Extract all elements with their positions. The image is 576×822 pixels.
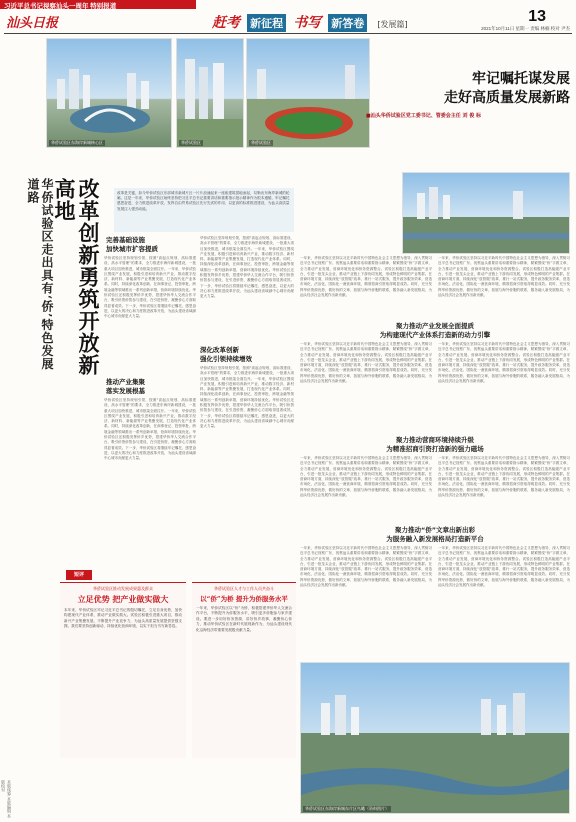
commentary-1-kicker: 华侨试验区推动发展成果惠及群众 (93, 586, 153, 591)
feature-headline: 改革创新勇筑开放新高地 (52, 178, 101, 376)
photo-caption: 华侨试验区 (251, 140, 271, 145)
panorama-illustration (301, 663, 570, 814)
commentary-badge: 短评 (66, 570, 92, 580)
photo-caption: 华侨试验区东海岸新城核心区 (51, 140, 103, 145)
page-number: 13 (528, 8, 546, 25)
series-box-a: 新征程 (247, 14, 286, 32)
feature-subhead-1: 完善基础设施 加快城市扩容提质 (106, 236, 158, 253)
photo-towers (176, 38, 244, 148)
main-body-col-1: 一年来，华侨试验区坚持以习近平新时代中国特色社会主义思想为指导，深入贯彻习近平总书记视察广东、视察汕头重要讲话和重要指示精神，紧紧围绕“侨”字做文章，全力推动产业发展、营商环境优化和侨务资源整合。试验区积极打造高能级产业平台，引进一批龙头企业，推动产业链上下游协同发展，形成特色鲜明的产业集群。在营商环境方面，持续深化“放管服”改革，推行一站式服务，提升政务服务效率，营造市场化、法治化、国际化一流营商环境，精准招商引资取得明显成效。同时，充分发挥华侨资源优势，做好侨的文章，拓展与海外侨胞的联系，服务融入新发展格局，为汕头经济社会发展作出新贡献。 (300, 256, 432, 298)
section-heading-2: 聚力推动营商环境持续升级 为精准招商引资打造新的强力磁场 (386, 436, 484, 453)
commentary-1-title: 立足优势 把产业做实做大 (77, 594, 169, 604)
series-headline (212, 12, 482, 31)
special-report-banner: 习近平总书记视察汕头一周年 特别报道 (0, 0, 196, 9)
city-skyline-illustration (47, 39, 172, 148)
photo-east-coast-panorama (300, 662, 570, 814)
photo-east-coast-aerial (402, 172, 570, 254)
series-box-b: 新答卷 (328, 14, 367, 32)
section-heading-1: 聚力推动产业发展全面提质 为构建现代产业体系打造新的动力引擎 (379, 322, 491, 339)
commentary-2-kicker: 华侨试验区人才与工作人员共奋斗 (214, 586, 274, 591)
towers-illustration (177, 39, 244, 148)
feature-lead: 改革是关键，如今华侨试验区东部城市新城片区一片片浪涌起来一座座建筑拔地而起，勾勒出东海岸新城的轮廓。这是一年来，华侨试验区始终坚持把习近平总书记重要讲话和重要指示批示精神作为根本遵循，牢记嘱托感恩奋进，全力推进改革开放，发挥自由贸易试验区先行先试的作用，以更高的标准推进建设，为汕头高质量发展注入强劲动能。 (114, 188, 294, 232)
series-text-b: 书写 (293, 15, 322, 31)
commentary-2 (192, 582, 296, 758)
main-body-col-3: 一年来，华侨试验区坚持以习近平新时代中国特色社会主义思想为指导，深入贯彻习近平总书记视察广东、视察汕头重要讲话和重要指示精神，紧紧围绕“侨”字做文章，全力推动产业发展、营商环境优化和侨务资源整合。试验区积极打造高能级产业平台，引进一批龙头企业，推动产业链上下游协同发展，形成特色鲜明的产业集群。在营商环境方面，持续深化“放管服”改革，推行一站式服务，提升政务服务效率，营造市场化、法治化、国际化一流营商环境，精准招商引资取得明显成效。同时，充分发挥华侨资源优势，做好侨的文章，拓展与海外侨胞的联系，服务融入新发展格局，为汕头经济社会发展作出新贡献。 (300, 342, 432, 384)
feature-body-col-2: 华侨试验区坚持规划引领，按照“高起点规划、高标准建设、高水平管理”的要求，全力推进东海岸新城建设，一批重大项目加快推进，城市框架全面拉开。一年来，华侨试验区围绕产业发展，积极引进和培育新兴产业，推动数字经济、新材料、新能源等产业集聚发展，打造现代化产业体系。同时，持续深化改革创新，在商事登记、投资审批、跨境金融等领域推出一系列创新举措，营商环境持续优化。华侨试验区还积极发挥侨乡优势，搭建华侨华人交流合作平台，吸引侨资侨智参与建设，在引进侨资、凝聚侨心方面取得显著成效。下一步，华侨试验区将继续牢记嘱托、感恩奋进，以更大的决心和力度推进改革开放，为汕头建设省域副中心城市贡献更大力量。 (104, 398, 196, 461)
main-body-col-4: 一年来，华侨试验区坚持以习近平新时代中国特色社会主义思想为指导，深入贯彻习近平总书记视察广东、视察汕头重要讲话和重要指示精神，紧紧围绕“侨”字做文章，全力推动产业发展、营商环境优化和侨务资源整合。试验区积极打造高能级产业平台，引进一批龙头企业，推动产业链上下游协同发展，形成特色鲜明的产业集群。在营商环境方面，持续深化“放管服”改革，推行一站式服务，提升政务服务效率，营造市场化、法治化、国际化一流营商环境，精准招商引资取得明显成效。同时，充分发挥华侨资源优势，做好侨的文章，拓展与海外侨胞的联系，服务融入新发展格局，为汕头经济社会发展作出新贡献。 (438, 342, 570, 384)
commentary-2-title: 以“侨”为桥 提升为侨服务水平 (200, 595, 288, 603)
feature-body-col-3: 华侨试验区坚持规划引领，按照“高起点规划、高标准建设、高水平管理”的要求，全力推进东海岸新城建设，一批重大项目加快推进，城市框架全面拉开。一年来，华侨试验区围绕产业发展，积极引进和培育新兴产业，推动数字经济、新材料、新能源等产业集聚发展，打造现代化产业体系。同时，持续深化改革创新，在商事登记、投资审批、跨境金融等领域推出一系列创新举措，营商环境持续优化。华侨试验区还积极发挥侨乡优势，搭建华侨华人交流合作平台，吸引侨资侨智参与建设，在引进侨资、凝聚侨心方面取得显著成效。下一步，华侨试验区将继续牢记嘱托、感恩奋进，以更大的决心和力度推进改革开放，为汕头建设省域副中心城市贡献更大力量。 (200, 236, 294, 299)
series-text-a: 赶考 (212, 15, 240, 31)
feature-subhead-2: 推动产业集聚 落实发展根基 (106, 378, 145, 395)
section-heading-3: 聚力推动“侨”文章出新出彩 为服务融入新发展格局打造新平台 (386, 526, 484, 543)
commentary-1-text: 本年来，华侨试验区牢记习近平总书记的殷切嘱托，立足自身优势，加快构建现代产业体系，推动产业做实做大。试验区积极引进重大项目，推动新兴产业集聚发展，不断提升产业竞争力，为汕头高质量发展提供坚强支撑。我们要坚持创新驱动，持续优化营商环境，以实干担当书写新答卷。 (64, 608, 182, 629)
byline: ■汕头华侨试验区党工委书记、管委会主任 刘 俊 标 (366, 113, 481, 119)
margin-note: 本版统筹 本版编辑 本版校对 (1, 780, 12, 819)
date-line: 2021年10月11日 星期一 责编 林楠 校对 尹杰 (481, 26, 570, 31)
section-tag: [发展篇] (377, 20, 408, 29)
feature-body-col-1: 华侨试验区坚持规划引领，按照“高起点规划、高标准建设、高水平管理”的要求，全力推进东海岸新城建设，一批重大项目加快推进，城市框架全面拉开。一年来，华侨试验区围绕产业发展，积极引进和培育新兴产业，推动数字经济、新材料、新能源等产业集聚发展，打造现代化产业体系。同时，持续深化改革创新，在商事登记、投资审批、跨境金融等领域推出一系列创新举措，营商环境持续优化。华侨试验区还积极发挥侨乡优势，搭建华侨华人交流合作平台，吸引侨资侨智参与建设，在引进侨资、凝聚侨心方面取得显著成效。下一步，华侨试验区将继续牢记嘱托、感恩奋进，以更大的决心和力度推进改革开放，为汕头建设省域副中心城市贡献更大力量。 (104, 256, 196, 319)
feature-body-col-4: 华侨试验区坚持规划引领，按照“高起点规划、高标准建设、高水平管理”的要求，全力推进东海岸新城建设，一批重大项目加快推进，城市框架全面拉开。一年来，华侨试验区围绕产业发展，积极引进和培育新兴产业，推动数字经济、新材料、新能源等产业集聚发展，打造现代化产业体系。同时，持续深化改革创新，在商事登记、投资审批、跨境金融等领域推出一系列创新举措，营商环境持续优化。华侨试验区还积极发挥侨乡优势，搭建华侨华人交流合作平台，吸引侨资侨智参与建设，在引进侨资、凝聚侨心方面取得显著成效。下一步，华侨试验区将继续牢记嘱托、感恩奋进，以更大的决心和力度推进改革开放，为汕头建设省域副中心城市贡献更大力量。 (200, 366, 294, 429)
commentary-1 (60, 582, 186, 758)
commentary-2-text: 一年来，华侨试验区以“侨”为桥，积极搭建华侨华人交流合作平台，不断提升为侨服务水平，吸引更多侨胞参与家乡建设。要进一步用好侨务资源，讲好侨乡故事，凝聚侨心侨力，推动华侨试验区在新时代展现新作为，为汕头建设现代化沿海经济带重要发展极贡献力量。 (196, 606, 292, 632)
main-body-col-8: 一年来，华侨试验区坚持以习近平新时代中国特色社会主义思想为指导，深入贯彻习近平总书记视察广东、视察汕头重要讲话和重要指示精神，紧紧围绕“侨”字做文章，全力推动产业发展、营商环境优化和侨务资源整合。试验区积极打造高能级产业平台，引进一批龙头企业，推动产业链上下游协同发展，形成特色鲜明的产业集群。在营商环境方面，持续深化“放管服”改革，推行一站式服务，提升政务服务效率，营造市场化、法治化、国际化一流营商环境，精准招商引资取得明显成效。同时，充分发挥华侨资源优势，做好侨的文章，拓展与海外侨胞的联系，服务融入新发展格局，为汕头经济社会发展作出新贡献。 (438, 546, 570, 588)
main-body-col-6: 一年来，华侨试验区坚持以习近平新时代中国特色社会主义思想为指导，深入贯彻习近平总书记视察广东、视察汕头重要讲话和重要指示精神，紧紧围绕“侨”字做文章，全力推动产业发展、营商环境优化和侨务资源整合。试验区积极打造高能级产业平台，引进一批龙头企业，推动产业链上下游协同发展，形成特色鲜明的产业集群。在营商环境方面，持续深化“放管服”改革，推行一站式服务，提升政务服务效率，营造市场化、法治化、国际化一流营商环境，精准招商引资取得明显成效。同时，充分发挥华侨资源优势，做好侨的文章，拓展与海外侨胞的联系，服务融入新发展格局，为汕头经济社会发展作出新贡献。 (438, 456, 570, 498)
feature-subhead-3: 深化改革创新 强化引领持续增效 (200, 346, 252, 363)
main-headline-block (300, 70, 570, 119)
main-body-col-5: 一年来，华侨试验区坚持以习近平新时代中国特色社会主义思想为指导，深入贯彻习近平总书记视察广东、视察汕头重要讲话和重要指示精神，紧紧围绕“侨”字做文章，全力推动产业发展、营商环境优化和侨务资源整合。试验区积极打造高能级产业平台，引进一批龙头企业，推动产业链上下游协同发展，形成特色鲜明的产业集群。在营商环境方面，持续深化“放管服”改革，推行一站式服务，提升政务服务效率，营造市场化、法治化、国际化一流营商环境，精准招商引资取得明显成效。同时，充分发挥华侨资源优势，做好侨的文章，拓展与海外侨胞的联系，服务融入新发展格局，为汕头经济社会发展作出新贡献。 (300, 456, 432, 498)
photo-new-city-core (46, 38, 172, 148)
header-rule (4, 33, 572, 34)
photo-caption: 华侨试验区 (181, 140, 201, 145)
feature-subheadline: 华侨试验区走出具有‘侨’特色发展道路 (26, 178, 54, 371)
photo-caption: 华侨试验区东海岸新城东片区鸟瞰（资料图片） (305, 806, 389, 811)
main-body-col-7: 一年来，华侨试验区坚持以习近平新时代中国特色社会主义思想为指导，深入贯彻习近平总书记视察广东、视察汕头重要讲话和重要指示精神，紧紧围绕“侨”字做文章，全力推动产业发展、营商环境优化和侨务资源整合。试验区积极打造高能级产业平台，引进一批龙头企业，推动产业链上下游协同发展，形成特色鲜明的产业集群。在营商环境方面，持续深化“放管服”改革，推行一站式服务，提升政务服务效率，营造市场化、法治化、国际化一流营商环境，精准招商引资取得明显成效。同时，充分发挥华侨资源优势，做好侨的文章，拓展与海外侨胞的联系，服务融入新发展格局，为汕头经济社会发展作出新贡献。 (300, 546, 432, 588)
headline-line-2: 走好高质量发展新路 (444, 90, 570, 106)
aerial-illustration (403, 173, 570, 254)
newspaper-logo: 汕头日报 (6, 16, 59, 31)
headline-line-1: 牢记嘱托谋发展 (472, 71, 570, 87)
main-body-col-2: 一年来，华侨试验区坚持以习近平新时代中国特色社会主义思想为指导，深入贯彻习近平总书记视察广东、视察汕头重要讲话和重要指示精神，紧紧围绕“侨”字做文章，全力推动产业发展、营商环境优化和侨务资源整合。试验区积极打造高能级产业平台，引进一批龙头企业，推动产业链上下游协同发展，形成特色鲜明的产业集群。在营商环境方面，持续深化“放管服”改革，推行一站式服务，提升政务服务效率，营造市场化、法治化、国际化一流营商环境，精准招商引资取得明显成效。同时，充分发挥华侨资源优势，做好侨的文章，拓展与海外侨胞的联系，服务融入新发展格局，为汕头经济社会发展作出新贡献。 (438, 256, 570, 298)
